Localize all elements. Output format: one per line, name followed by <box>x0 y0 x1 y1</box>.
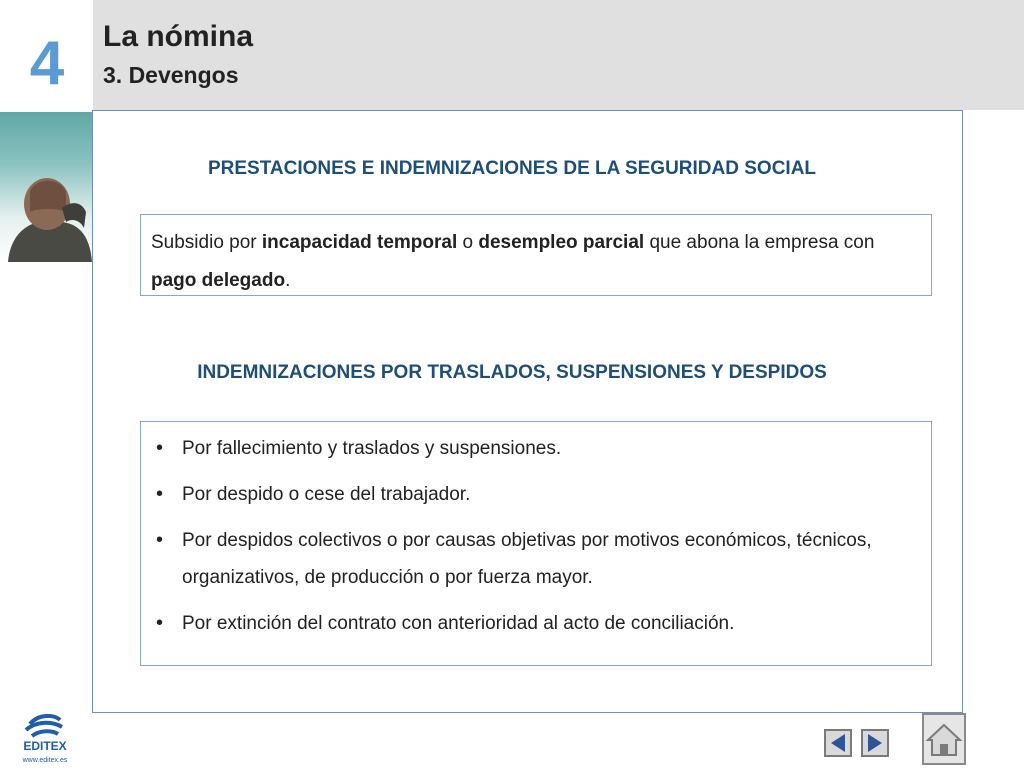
editex-logo <box>14 710 76 766</box>
list-item: • Por despido o cese del trabajador. <box>151 476 921 513</box>
bullet-list <box>151 430 921 642</box>
page-subtitle: 3. Devengos <box>103 62 239 88</box>
subsidio-box <box>140 214 932 296</box>
header-bar <box>93 0 1024 110</box>
bullet-icon: • <box>156 529 164 551</box>
person-photo <box>0 112 93 262</box>
page-title: La nómina <box>103 20 254 53</box>
home-icon <box>924 715 964 763</box>
bullet-icon: • <box>156 612 164 634</box>
previous-button[interactable] <box>824 729 852 757</box>
triangle-left-icon <box>826 731 850 755</box>
section-title-indemnizaciones: INDEMNIZACIONES POR TRASLADOS, SUSPENSIONES Y DESPIDOS <box>197 362 827 383</box>
next-button[interactable] <box>861 729 889 757</box>
subsidio-text: Subsidio por incapacidad temporal o desempleo parcial que abona la empresa con pago delegado. <box>151 232 875 291</box>
logo-brand: EDITEX <box>23 739 67 753</box>
home-button[interactable] <box>922 713 966 765</box>
logo-url: www.editex.es <box>22 757 68 764</box>
bullet-icon: • <box>156 483 164 505</box>
triangle-right-icon <box>863 731 887 755</box>
chapter-number: 4 <box>29 29 65 98</box>
indemnizaciones-box <box>140 421 932 666</box>
list-item: • Por extinción del contrato con anterioridad al acto de conciliación. <box>151 605 921 642</box>
section-title-prestaciones: PRESTACIONES E INDEMNIZACIONES DE LA SEGURIDAD SOCIAL <box>207 158 817 179</box>
list-item: • Por fallecimiento y traslados y suspensiones. <box>151 430 921 467</box>
list-item: • Por despidos colectivos o por causas objetivas por motivos económicos, técnicos, organizativos, de producción o por fuerza mayor. <box>151 522 921 596</box>
bullet-icon: • <box>156 437 164 459</box>
